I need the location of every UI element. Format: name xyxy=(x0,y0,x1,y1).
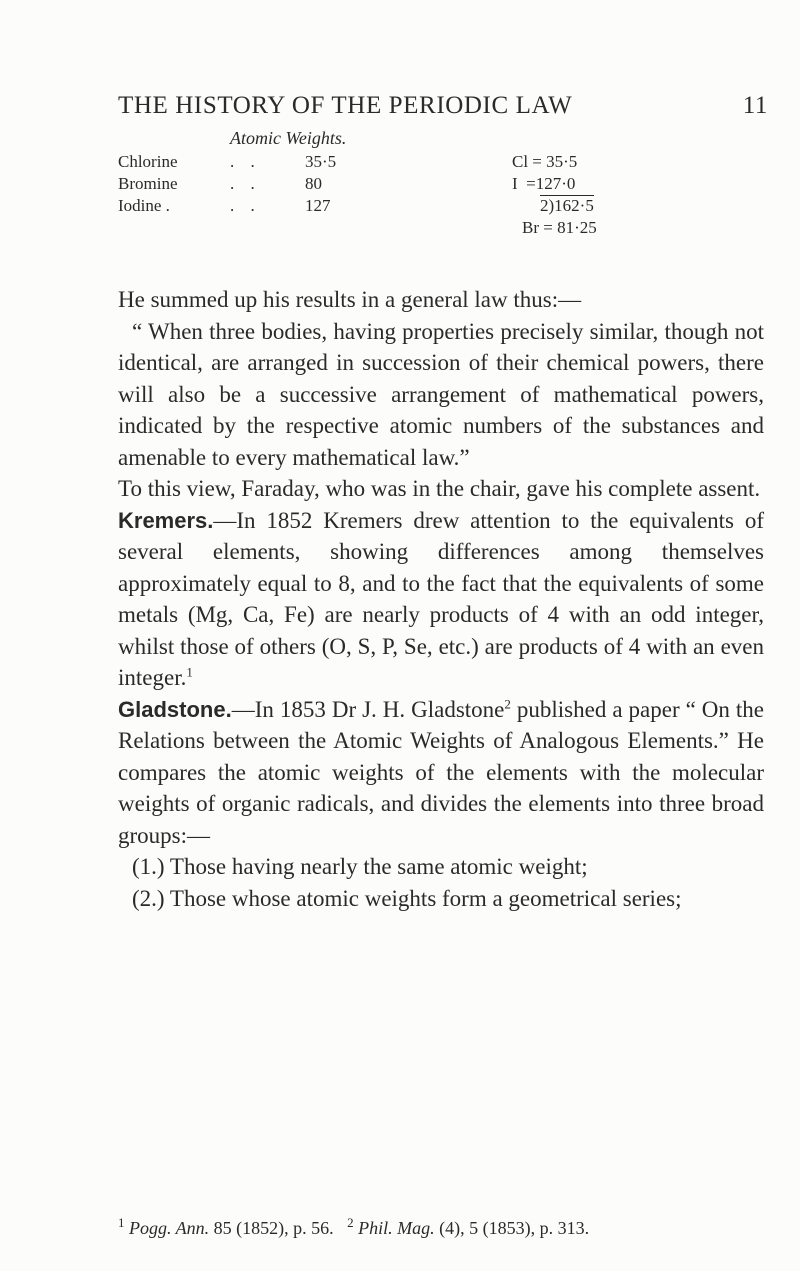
footnote-source: Pogg. Ann. xyxy=(129,1218,210,1238)
footnote-ref: 1 xyxy=(186,664,193,680)
body-text xyxy=(118,284,764,914)
footnote-text: (4), 5 (1853), p. 313. xyxy=(434,1218,590,1238)
leader-dots: . . xyxy=(230,152,261,171)
footnote-mark: 1 xyxy=(118,1215,125,1230)
element-name: Chlorine xyxy=(118,152,178,171)
table-row-bromine xyxy=(118,174,418,194)
quotation: “ When three bodies, having properties precisely similar, though not identical, are arranged in succession of their chemical powers, there will also be a successive arrangement of mathematical powers, indicated by the respective atomic numbers of the substances and amenable to every mathematical law.” xyxy=(118,318,764,470)
paragraph-kremers xyxy=(118,505,764,694)
leader-dots: . . xyxy=(230,174,261,193)
calc-division: 2)162·5 xyxy=(540,196,594,215)
gladstone-text: —In 1853 Dr J. H. Gladstone xyxy=(231,696,505,722)
table-title: Atomic Weights. xyxy=(230,128,347,148)
paragraph: He summed up his results in a general law thus:— xyxy=(118,287,582,312)
calc-line-i: I =127·0 xyxy=(512,174,576,193)
calc-line-sum xyxy=(540,196,594,216)
leader-dots: . . xyxy=(230,196,261,215)
paragraph-gladstone xyxy=(118,694,764,852)
calc-line-cl: Cl = 35·5 xyxy=(512,152,578,171)
footnote-ref: 2 xyxy=(504,695,511,711)
element-name: Bromine xyxy=(118,174,178,193)
footnote-text: 85 (1852), p. 56. xyxy=(209,1218,334,1238)
list-item: (2.) Those whose atomic weights form a geometrical series; xyxy=(132,885,682,911)
section-head-gladstone: Gladstone. xyxy=(118,696,232,722)
kremers-text: —In 1852 Kremers drew attention to the equivalents of several elements, showing differences among themselves approximately equal to 8, and to the fact that the equivalents of some metals (Mg, Ca, Fe) are nearly products of 4 with an odd integer, whilst those of others (O, S, P, Se, etc.) are products of 4 with an even integer. xyxy=(118,507,764,690)
page-number: 11 xyxy=(742,92,768,119)
section-head-kremers: Kremers. xyxy=(118,507,214,533)
paragraph: To this view, Faraday, who was in the chair, gave his complete assent. xyxy=(118,476,761,501)
running-header xyxy=(118,92,768,120)
atomic-weight: 80 xyxy=(305,174,322,193)
element-name: Iodine . xyxy=(118,196,170,215)
atomic-weight: 127 xyxy=(305,196,331,215)
table-row-chlorine xyxy=(118,152,418,172)
table-row-iodine xyxy=(118,196,418,216)
atomic-weight: 35·5 xyxy=(305,152,337,171)
footnote-mark: 2 xyxy=(347,1215,354,1230)
footnote-source: Phil. Mag. xyxy=(358,1218,435,1238)
gladstone-text-cont: published a paper “ On the Relations between the Atomic Weights of Analogous Elements.” He compares the atomic weights of the elements with the molecular weights of organic radicals, and divides the elements into three broad groups:— xyxy=(118,696,764,848)
calc-line-br: Br = 81·25 xyxy=(522,218,597,237)
footnotes xyxy=(118,1215,768,1239)
running-title: THE HISTORY OF THE PERIODIC LAW xyxy=(118,92,573,119)
list-item: (1.) Those having nearly the same atomic weight; xyxy=(132,854,588,879)
